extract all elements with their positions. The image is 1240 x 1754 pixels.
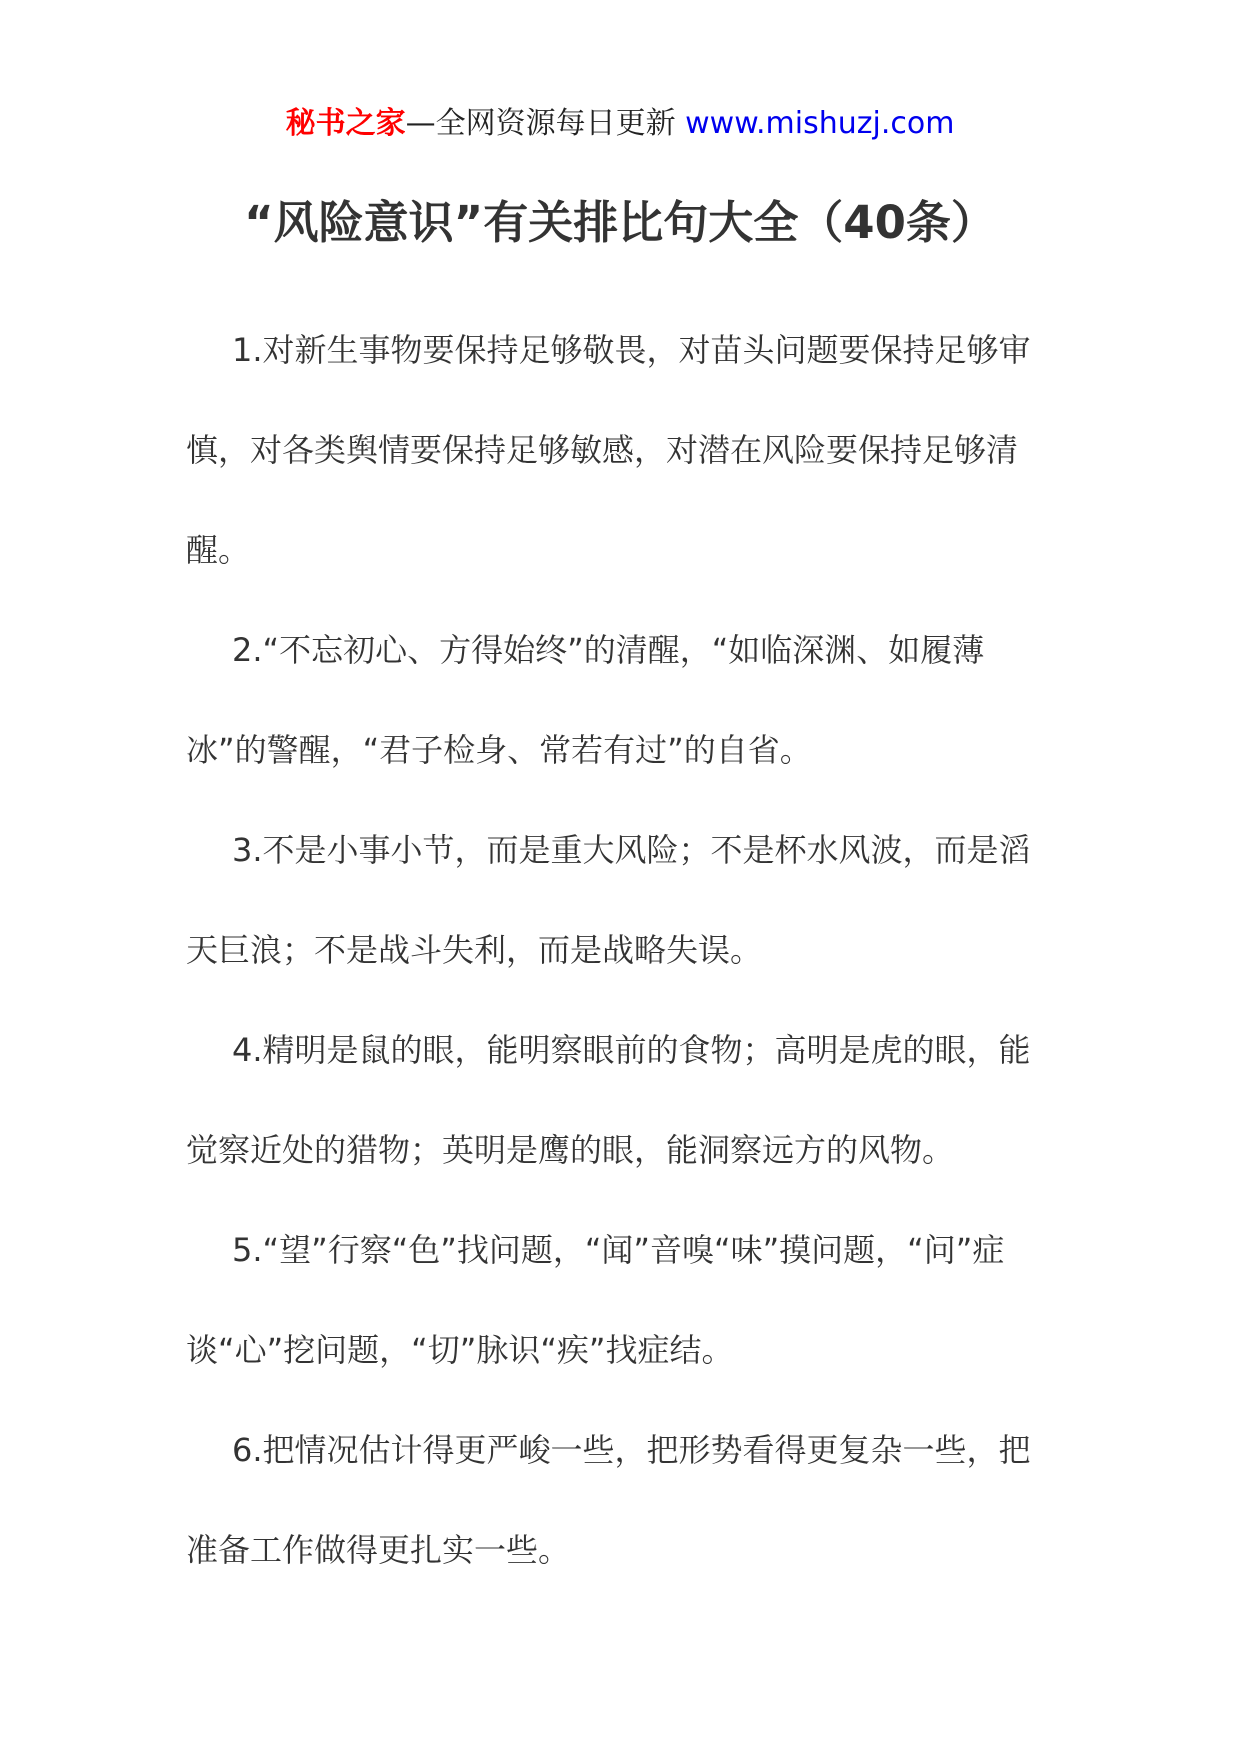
paragraph-2: 2.“不忘初心、方得始终”的清醒，“如临深渊、如履薄冰”的警醒，“君子检身、常若有过”的自省。	[186, 631, 985, 769]
paragraph-6: 6.把情况估计得更严峻一些，把形势看得更复杂一些，把准备工作做得更扎实一些。	[186, 1431, 1031, 1569]
paragraph-4: 4.精明是鼠的眼，能明察眼前的食物；高明是虎的眼，能觉察近处的猎物；英明是鹰的眼，能洞察远方的风物。	[186, 1031, 1031, 1169]
site-brand: 秘书之家	[285, 106, 406, 141]
document-body	[186, 300, 1052, 1600]
document-title: “风险意识”有关排比句大全（40条）	[244, 196, 996, 249]
site-header	[0, 100, 1240, 148]
site-url-link[interactable]: www.mishuzj.com	[685, 106, 955, 141]
paragraph-1: 1.对新生事物要保持足够敬畏，对苗头问题要保持足够审慎，对各类舆情要保持足够敏感，对潜在风险要保持足够清醒。	[186, 331, 1031, 569]
paragraph-3: 3.不是小事小节，而是重大风险；不是杯水风波，而是滔天巨浪；不是战斗失利，而是战略失误。	[186, 831, 1031, 969]
site-tagline: —全网资源每日更新	[405, 106, 686, 141]
paragraph-5: 5.“望”行察“色”找问题，“闻”音嗅“味”摸问题，“问”症谈“心”挖问题，“切”脉识“疾”找症结。	[186, 1231, 1005, 1369]
